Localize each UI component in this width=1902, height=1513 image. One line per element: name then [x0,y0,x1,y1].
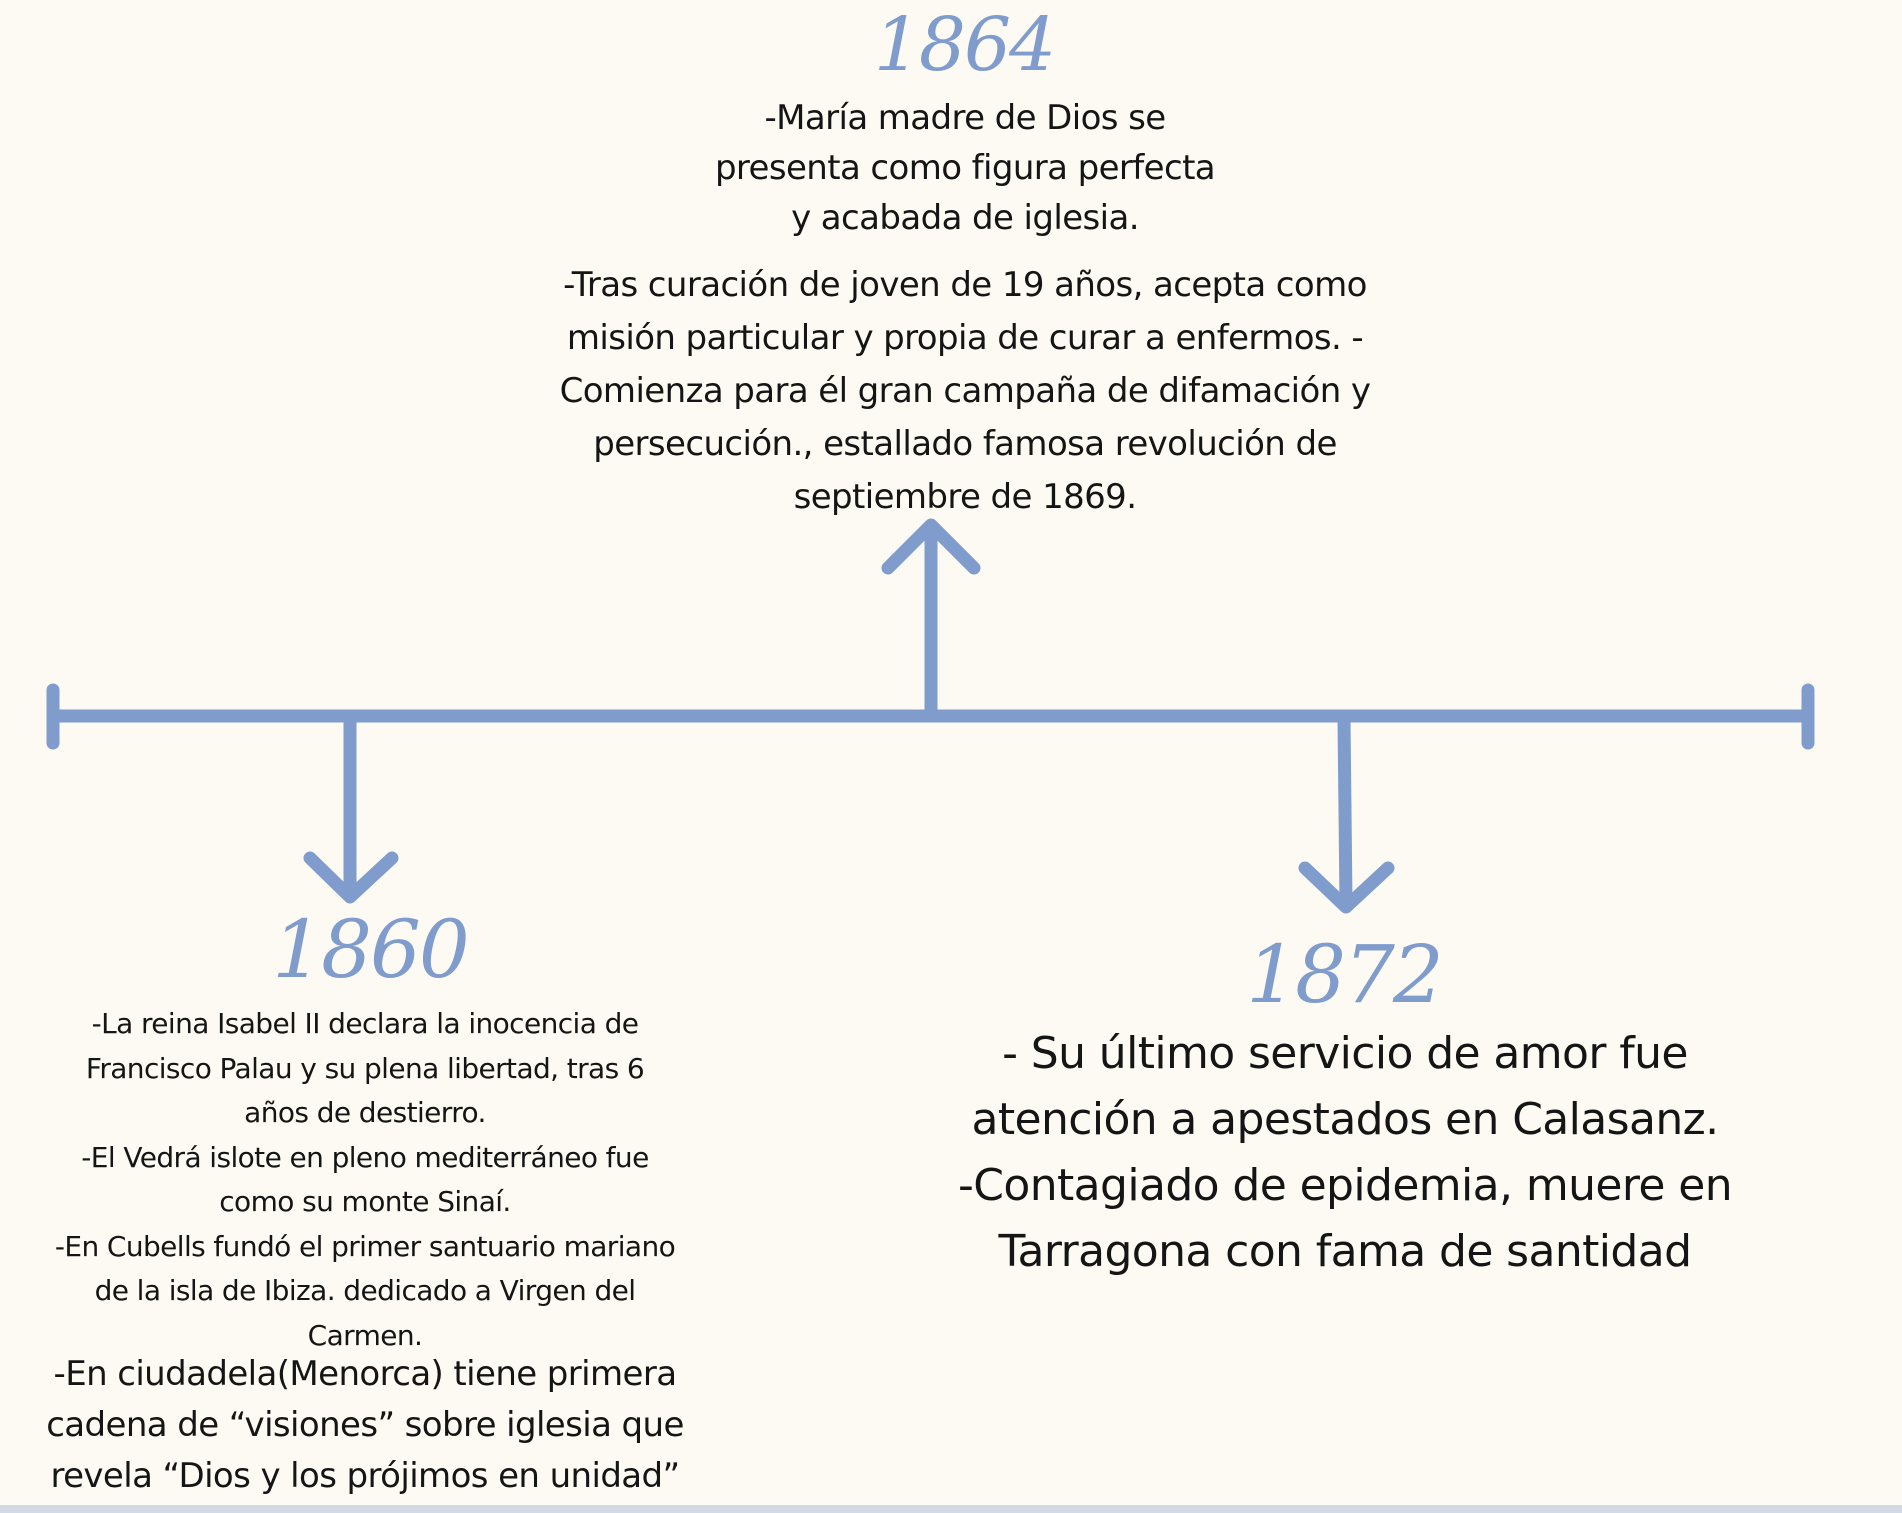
event-1864-text-2 [500,259,1430,524]
event-1864-text-1 [660,93,1270,243]
text-line: Comienza para él gran campaña de difamación y [559,371,1371,411]
bottom-edge-band [0,1505,1902,1513]
text-line: y acabada de iglesia. [791,198,1139,238]
text-line: revela “Dios y los prójimos en unidad” [50,1456,680,1496]
event-1860-text-2 [20,1349,710,1502]
text-line: Tarragona con fama de santidad [998,1226,1692,1277]
text-line: septiembre de 1869. [793,477,1137,517]
text-line: -En Cubells fundó el primer santuario mariano [54,1229,676,1263]
text-line: -La reina Isabel II declara la inocencia de [91,1007,639,1040]
year-1860-label: 1860 [272,903,468,996]
text-line: Carmen. [307,1318,423,1352]
text-line: -En ciudadela(Menorca) tiene primera [53,1354,677,1394]
text-line: -Contagiado de epidemia, muere en [958,1160,1732,1211]
event-1860-text-1 [10,1002,720,1358]
text-line: como su monte Sinaí. [219,1185,511,1218]
text-line: misión particular y propia de curar a enfermos. - [566,318,1364,358]
text-line: de la isla de Ibiza. dedicado a Virgen del [94,1274,636,1307]
text-line: -María madre de Dios se [764,98,1166,138]
text-line: Francisco Palau y su plena libertad, tras 6 [85,1051,645,1085]
year-1864-label: 1864 [873,2,1055,88]
text-line: -Tras curación de joven de 19 años, acepta como [563,265,1367,305]
event-1872-text [930,1021,1760,1285]
text-line: - Su último servicio de amor fue [1002,1028,1688,1079]
text-line: atención a apestados en Calasanz. [971,1094,1719,1145]
arrow-down-1872-shaft [1344,720,1346,903]
text-line: presenta como figura perfecta [714,148,1216,188]
text-line: años de destierro. [244,1096,486,1129]
text-line: cadena de “visiones” sobre iglesia que [46,1405,684,1445]
year-1872-label: 1872 [1246,928,1442,1021]
text-line: persecución., estallado famosa revolución de [593,424,1337,464]
text-line: -El Vedrá islote en pleno mediterráneo fue [81,1140,649,1174]
